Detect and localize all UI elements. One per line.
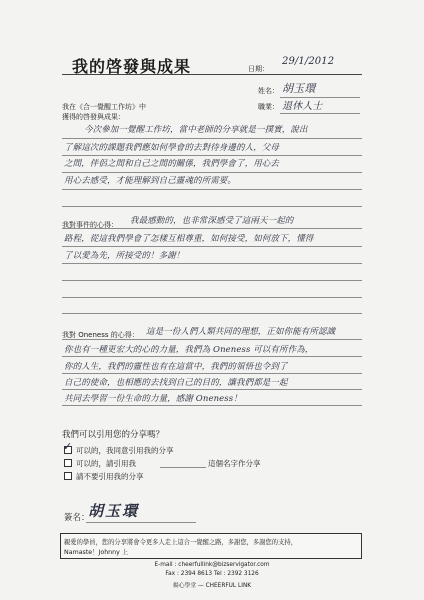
section1-line: 今次參加一覺醒工作坊，當中老師的分享就是一撲實，說出 [84,125,308,135]
signature-label: 簽名： [64,513,90,523]
option-decline-label: 請不要引用我的分享 [76,472,144,481]
section1-line: 用心去感受，才能理解到自己靈魂的所需要。 [64,176,237,186]
option-agree-label: 可以的，我同意引用我的分享 [76,446,174,455]
section3-label: 我對 Oneness 的心得： [62,331,139,339]
section3-line: 自己的使命，也相應的去找到自己的目的，讓我們都是一起 [64,378,288,388]
page-title: 我的啓發與成果 [72,57,192,76]
occupation-value: 退休人士 [282,101,323,112]
name-label: 姓名： [258,87,279,95]
occupation-label: 職業： [258,103,279,111]
ruled-line [62,373,362,374]
occupation-line [280,113,360,114]
title-underline [62,74,362,75]
section2-line: 了以愛為先，所接受的！多謝！ [64,251,185,261]
signature-value: 胡玉環 [88,502,140,520]
intro-line2: 獲得的啓發與成果： [62,113,125,121]
footer-message-line1: 親愛的學員，您的分享將會令更多人走上這合一覺醒之路，多謝您，多謝您的支持， [64,539,297,546]
check-mark-icon: ✓ [63,440,73,453]
footer-fax-tel: Fax : 2394 8613 Tel : 2392 3126 [165,571,259,577]
section1-line: 之間，伴侶之間和自己之間的關係，我們學會了，用心去 [64,159,280,169]
section2-label: 我對事件的心得： [62,221,118,229]
ruled-line [62,297,362,298]
option-use-name-label: 可以的，請引用我 [76,459,136,468]
share-question: 我們可以引用您的分享嗎？ [62,430,165,440]
date-label: 日期： [248,65,269,73]
intro-line1: 我在《合一覺醒工作坊》中 [62,103,146,111]
ruled-line [62,339,362,340]
section3-line: 你的人生，我們的靈性也有在這當中，我們的領悟也令到了 [64,362,288,372]
option-use-name-checkbox[interactable] [64,459,72,467]
section3-line: 這是一份人們人類共同的理想，正如你能有所認識 [146,327,336,337]
section1-line: 了解這次的課題我們應如何學會的去對待身邊的人，父母 [64,143,280,153]
ruled-line [62,313,362,314]
ruled-line [62,138,362,139]
option-decline-checkbox[interactable] [64,472,72,480]
ruled-line [62,356,362,357]
date-value: 29/1/2012 [282,56,335,67]
footer-message-box [60,533,362,559]
ruled-line [62,206,362,207]
option-use-name-suffix: 這個名字作分享 [208,459,261,468]
footer-message-line2: Namaste！Johnny 上 [64,549,129,556]
section3-line: 共同去學習一份生命的力量，感謝 Oneness！ [64,394,242,404]
ruled-line [62,189,362,190]
ruled-line [62,280,362,281]
ruled-line [62,228,362,229]
ruled-line [62,389,362,390]
section2-line: 路程，從這我們學會了怎樣互相尊重，如何接受，如何放下，懂得 [64,234,314,244]
signature-line [86,522,196,523]
ruled-line [62,155,362,156]
ruled-line [62,405,362,406]
alias-blank-line[interactable] [160,467,206,468]
footer-email: E-mail : cheerfullink@bizservigator.com [154,562,270,568]
section3-line: 你也有一種更宏大的心的力量，我們為 Oneness 可以有所作為， [64,345,314,355]
ruled-line [62,263,362,264]
ruled-line [62,246,362,247]
section2-line: 我最感動的，也非常深感受了這兩天一起的 [130,216,294,226]
footer-org: 揚心學堂 — CHEERFUL LINK [172,583,252,589]
ruled-line [62,172,362,173]
name-value: 胡玉環 [282,82,316,95]
